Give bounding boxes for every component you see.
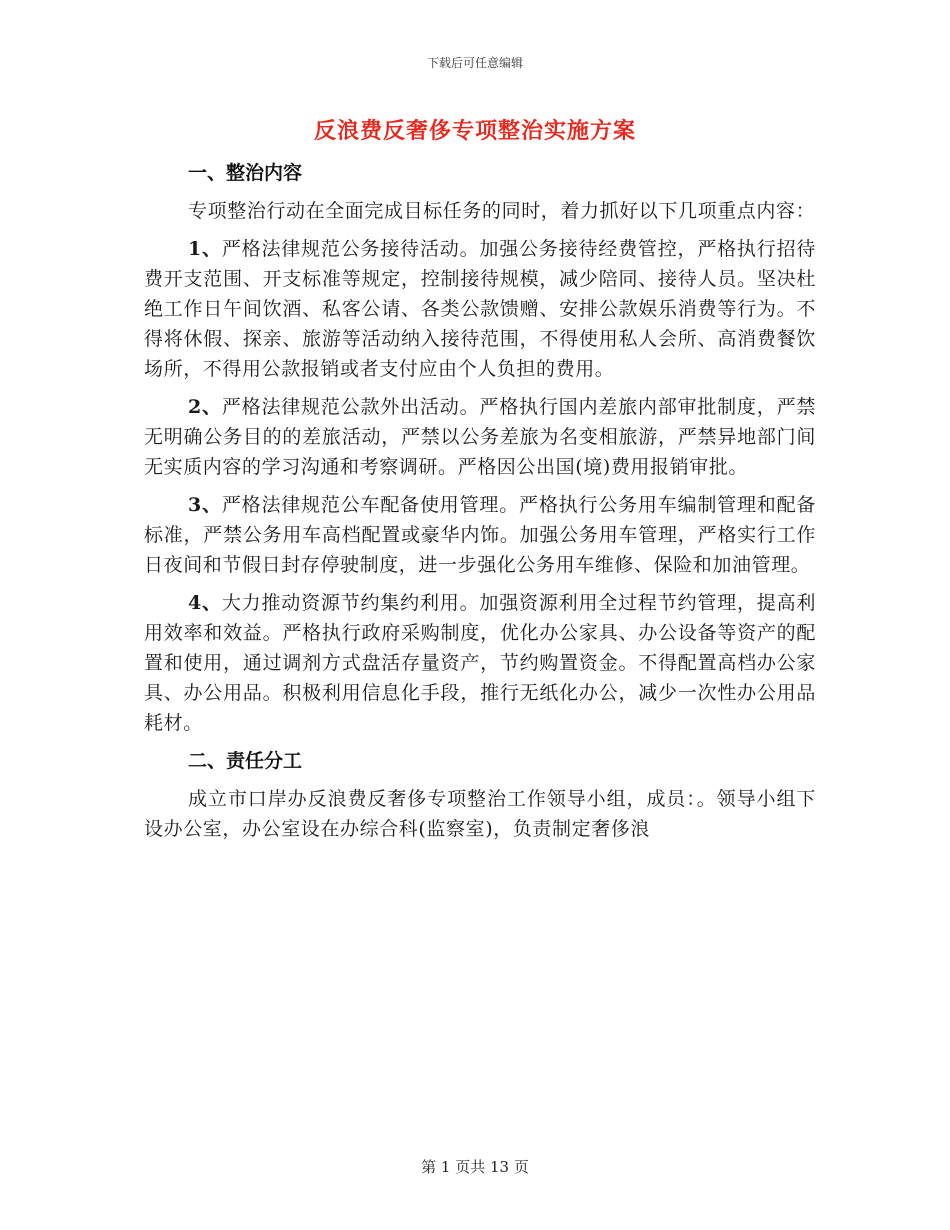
section-heading-content: 一、整治内容 — [188, 162, 303, 184]
section-heading-responsibility: 二、责任分工 — [188, 750, 303, 772]
document-body — [144, 158, 816, 852]
item-3-number: 3、 — [188, 494, 222, 516]
intro-paragraph: 专项整治行动在全面完成目标任务的同时，着力抓好以下几项重点内容： — [188, 200, 816, 222]
item-4-number: 4、 — [188, 592, 222, 614]
responsibility-paragraph: 成立市口岸办反浪费反奢侈专项整治工作领导小组，成员：。领导小组下设办公室，办公室设在办综合科(监察室)，负责制定奢侈浪 — [144, 788, 816, 840]
item-1-text: 严格法律规范公务接待活动。加强公务接待经费管控，严格执行招待费开支范围、开支标准等规定，控制接待规模，减少陪同、接待人员。坚决杜绝工作日午间饮酒、私客公请、各类公款馈赠、安排公款娱乐消费等行为。不得将休假、探亲、旅游等活动纳入接待范围，不得使用私人会所、高消费餐饮场所，不得用公款报销或者支付应由个人负担的费用。 — [144, 238, 816, 380]
item-2-paragraph — [144, 392, 816, 482]
item-3-text: 严格法律规范公车配备使用管理。严格执行公务用车编制管理和配备标准，严禁公务用车高档配置或豪华内饰。加强公务用车管理，严格实行工作日夜间和节假日封存停驶制度，进一步强化公务用车维修、保险和加油管理。 — [144, 494, 816, 576]
header-note: 下载后可任意编辑 — [426, 56, 523, 70]
item-2-text: 严格法律规范公款外出活动。严格执行国内差旅内部审批制度，严禁无明确公务目的的差旅活动，严禁以公务差旅为名变相旅游，严禁异地部门间无实质内容的学习沟通和考察调研。严格因公出国(境)费用报销审批。 — [144, 396, 816, 478]
item-1-paragraph — [144, 234, 816, 384]
item-4-paragraph — [144, 588, 816, 738]
item-3-paragraph — [144, 490, 816, 580]
item-1-number: 1、 — [188, 238, 222, 260]
item-2-number: 2、 — [188, 396, 222, 418]
page-footer: 第 1 页共 13 页 — [421, 1158, 529, 1176]
item-4-text: 大力推动资源节约集约利用。加强资源利用全过程节约管理，提高利用效率和效益。严格执行政府采购制度，优化办公家具、办公设备等资产的配置和使用，通过调剂方式盘活存量资产，节约购置资金。不得配置高档办公家具、办公用品。积极利用信息化手段，推行无纸化办公，减少一次性办公用品耗材。 — [144, 592, 816, 734]
document-title: 反浪费反奢侈专项整治实施方案 — [313, 118, 636, 144]
